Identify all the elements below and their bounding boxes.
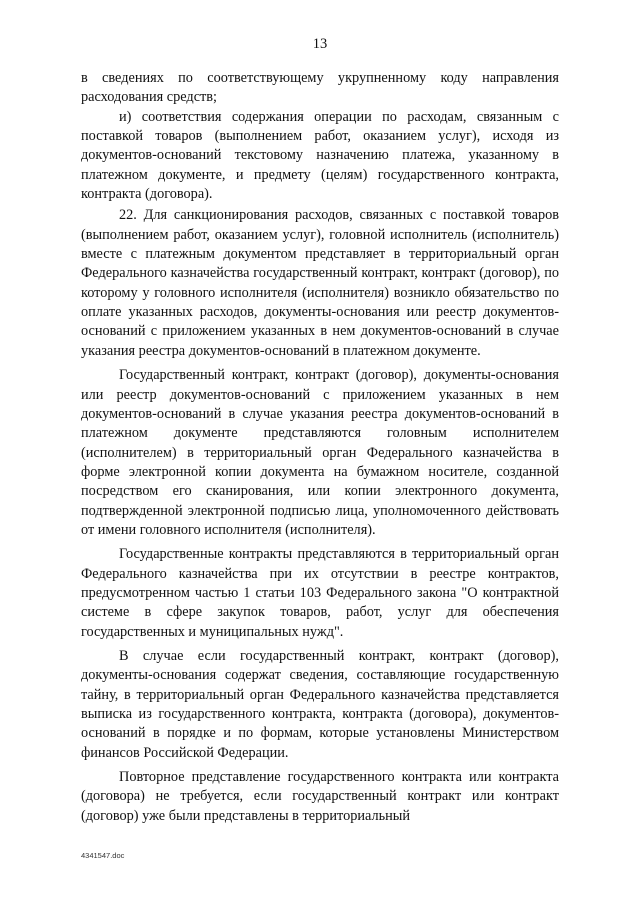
- paragraph-state-contracts: Государственные контракты представляются в территориальный орган Федерального казначейства при их отсутствии в реестре контрактов, предусмотренном частью 1 статьи 103 Федерального закона "О контрактной системе в сфере закупок товаров, работ, услуг для обеспечения государственных и муниципальных нужд".: [81, 546, 559, 640]
- paragraph-clause-22: 22. Для санкционирования расходов, связанных с поставкой товаров (выполнением работ, оказанием услуг), головной исполнитель (исполнитель) вместе с платежным документом представляет в территориальный орган Федерального казначейства государственный контракт, контракт (договор), по которому у головного исполнителя (исполнителя) возникло обязательство по оплате указанных расходов, документы-основания или реестр документов-оснований с приложением указанных в нем документов-оснований в случае указания реестра документов-оснований в платежном документе.: [81, 207, 559, 359]
- paragraph-repeat-submission: Повторное представление государственного контракта или контракта (договора) не требуется, если государственный контракт или контракт (договор) уже были представлены в территориальный: [81, 769, 559, 824]
- paragraph-state-secret: В случае если государственный контракт, контракт (договор), документы-основания содержат сведения, составляющие государственную тайну, в территориальный орган Федерального казначейства представляется выписка из государственного контракта, контракта (договора), документов-оснований в порядке и по формам, которые установлены Министерством финансов Российской Федерации.: [81, 647, 559, 761]
- paragraph-contract-submission: Государственный контракт, контракт (договор), документы-основания или реестр документов-оснований с приложением указанных в нем документов-оснований в случае указания реестра документов-оснований в платежном документе представляются головным исполнителем (исполнителем) в территориальный орган Федерального казначейства в форме электронной копии документа на бумажном носителе, созданной посредством его сканирования, или копии электронного документа, подтвержденной электронной подписью лица, уполномоченного действовать от имени головного исполнителя (исполнителя).: [81, 367, 559, 538]
- paragraph-item-i: и) соответствия содержания операции по расходам, связанным с поставкой товаров (выполнением работ, оказанием услуг), исходя из документов-оснований текстовому назначению платежа, указанному в платежном документе, и предмету (целям) государственного контракта, контракта (договора).: [81, 108, 559, 203]
- paragraph-continuation: в сведениях по соответствующему укрупненному коду направления расходования средств;: [81, 70, 559, 106]
- footer-file-code: 4341547.doc: [81, 851, 125, 860]
- document-body: [81, 69, 559, 826]
- page-number: 13: [312, 36, 328, 52]
